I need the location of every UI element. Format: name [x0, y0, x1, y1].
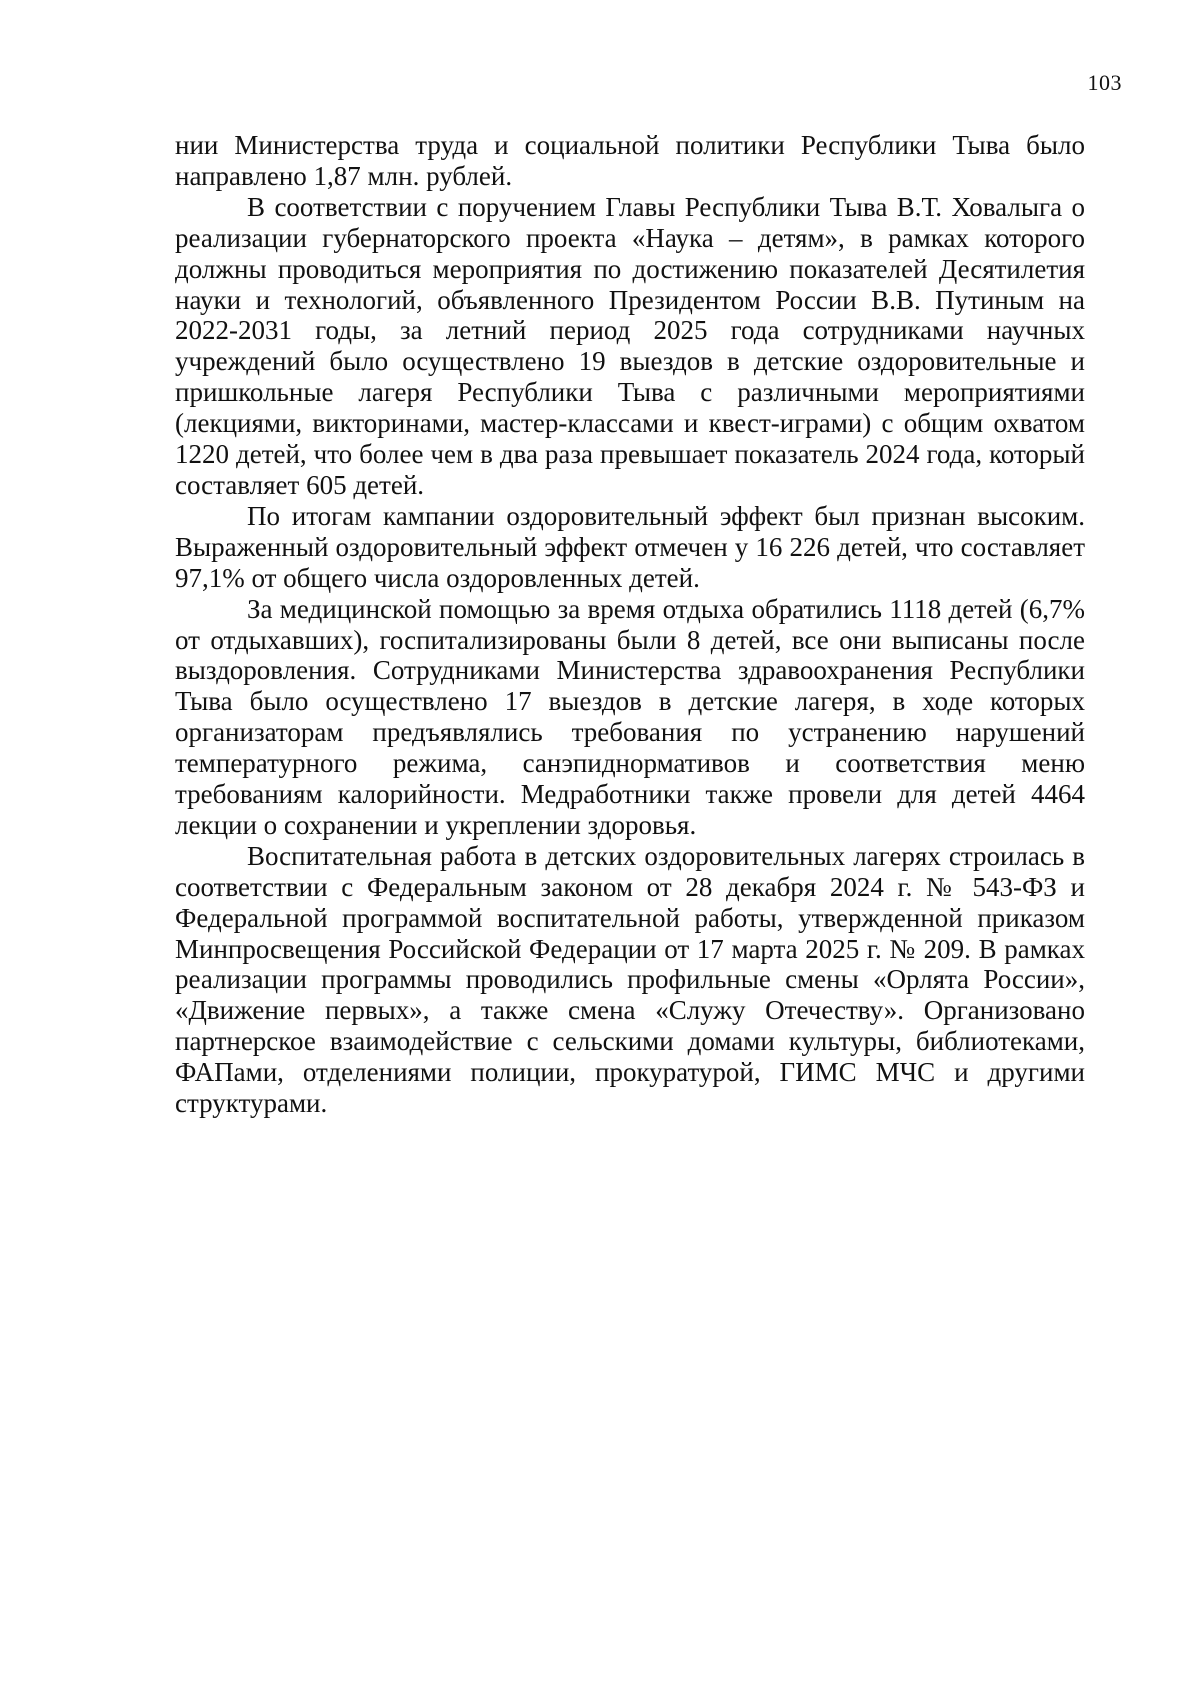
- paragraph-continuation: нии Министерства труда и социальной политики Республики Тыва было направлено 1,87 млн. рублей.: [175, 130, 1085, 191]
- paragraph-science-for-children: В соответствии с поручением Главы Республики Тыва В.Т. Ховалыга о реализации губернаторского проекта «Наука – детям», в рамках которого должны проводиться мероприятия по достижению показателей Десятилетия науки и технологий, объявленного Президентом России В.В. Путиным на 2022-2031 годы, за летний период 2025 года сотрудниками научных учреждений было осуществлено 19 выездов в детские оздоровительные и пришкольные лагеря Республики Тыва с различными мероприятиями (лекциями, викторинами, мастер-классами и квест-играми) с общим охватом 1220 детей, что более чем в два раза превышает показатель 2024 года, который составляет 605 детей.: [175, 191, 1085, 500]
- paragraph-health-effect: По итогам кампании оздоровительный эффект был признан высоким. Выраженный оздоровительный эффект отмечен у 16 226 детей, что составляет 97,1% от общего числа оздоровленных детей.: [175, 500, 1085, 593]
- page-number: 103: [1087, 70, 1122, 95]
- paragraph-educational-work: Воспитательная работа в детских оздоровительных лагерях строилась в соответствии с Федеральным законом от 28 декабря 2024 г. № 543-ФЗ и Федеральной программой воспитательной работы, утвержденной приказом Минпросвещения Российской Федерации от 17 марта 2025 г. № 209. В рамках реализации программы проводились профильные смены «Орлята России», «Движение первых», а также смена «Служу Отечеству». Организовано партнерское взаимодействие с сельскими домами культуры, библиотеками, ФАПами, отделениями полиции, прокуратурой, ГИМС МЧС и другими структурами.: [175, 840, 1085, 1119]
- paragraph-medical-help: За медицинской помощью за время отдыха обратились 1118 детей (6,7% от отдыхавших), госпитализированы были 8 детей, все они выписаны после выздоровления. Сотрудниками Министерства здравоохранения Республики Тыва было осуществлено 17 выездов в детские лагеря, в ходе которых организаторам предъявлялись требования по устранению нарушений температурного режима, санэпиднормативов и соответствия меню требованиям калорийности. Медработники также провели для детей 4464 лекции о сохранении и укреплении здоровья.: [175, 593, 1085, 840]
- document-body: [175, 130, 1085, 1119]
